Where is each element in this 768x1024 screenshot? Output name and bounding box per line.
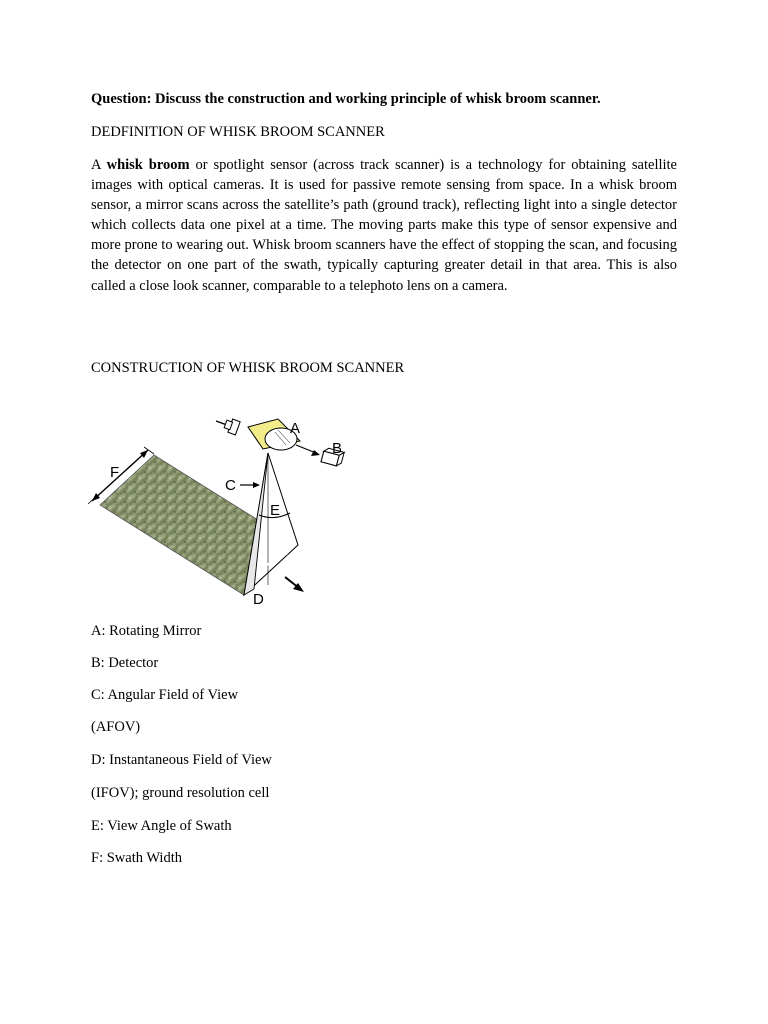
detector-beam: [296, 445, 316, 453]
construction-heading: CONSTRUCTION OF WHISK BROOM SCANNER: [91, 360, 405, 376]
label-c: C: [225, 477, 236, 494]
question-heading: Question: Discuss the construction and working principle of whisk broom scanner.: [91, 91, 601, 107]
legend-detector: B: Detector: [91, 655, 159, 671]
legend-ifov-abbrev: (IFOV); ground resolution cell: [91, 785, 270, 801]
definition-heading: DEDFINITION OF WHISK BROOM SCANNER: [91, 124, 385, 140]
legend-swath-width: F: Swath Width: [91, 850, 182, 866]
legend-rotating-mirror: A: Rotating Mirror: [91, 623, 202, 639]
whisk-broom-scanner-diagram: [88, 405, 358, 610]
scanner-motor: [223, 417, 240, 435]
legend-angular-fov: C: Angular Field of View: [91, 687, 239, 703]
label-b: B: [332, 440, 343, 457]
label-d: D: [253, 591, 264, 608]
legend-afov-abbrev: (AFOV): [91, 719, 141, 735]
legend-view-angle: E: View Angle of Swath: [91, 818, 232, 834]
paragraph-body: or spotlight sensor (across track scanner) is a technology for obtaining satellite images with optical cameras. It is used for passive remote sensing from space. In a whisk broom sensor, a mirror scans across the satellite’s path (ground track), reflecting light into a single detector which collects data one pixel at a time. The moving parts make this type of sensor expensive and more prone to wearing out. Whisk broom scanners have the effect of stopping the scan, and focusing the detector on one part of the swath, typically capturing greater detail in that area. This is also called a close look scanner, comparable to a telephoto lens on a camera.: [91, 157, 677, 294]
paragraph-lead-prefix: A: [91, 157, 107, 173]
legend-instantaneous-fov: D: Instantaneous Field of View: [91, 752, 272, 768]
label-f: F: [110, 464, 120, 481]
definition-paragraph: [91, 155, 677, 296]
label-a: A: [290, 420, 301, 437]
label-e: E: [270, 502, 281, 519]
paragraph-lead-bold: whisk broom: [106, 157, 190, 173]
